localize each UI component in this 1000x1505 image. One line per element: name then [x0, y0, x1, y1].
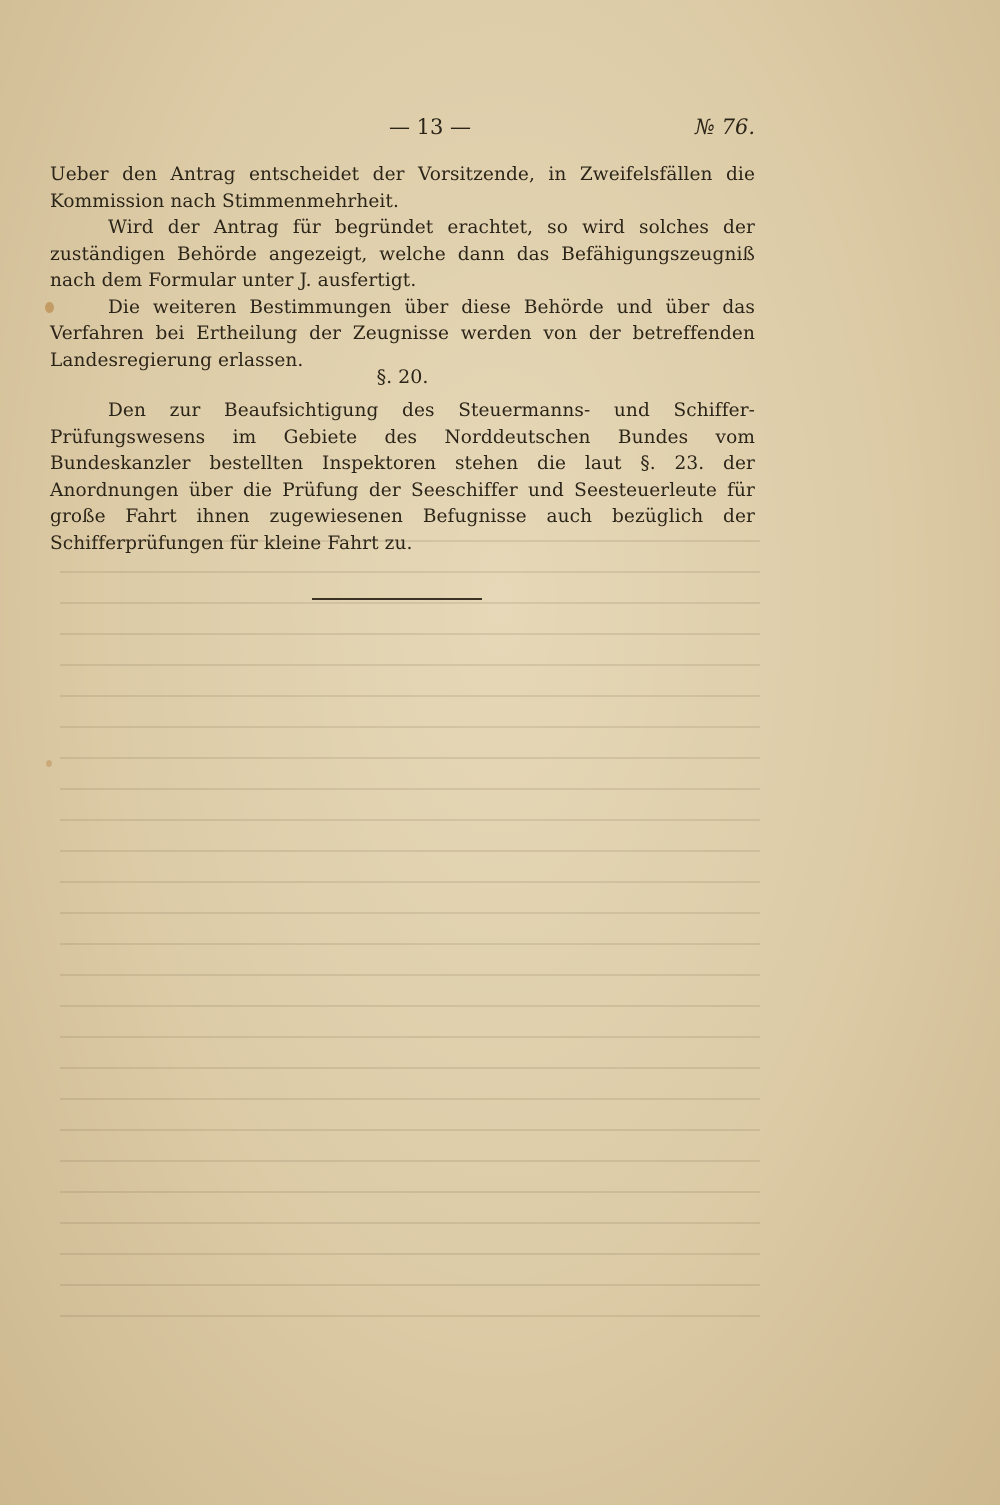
paragraph: Die weiteren Bestimmungen über diese Behörde und über das Verfahren bei Ertheilung der Zeugnisse werden von der betreffenden Landesregierung erlassen. [50, 296, 755, 371]
document-number: № 76. [695, 115, 755, 139]
body-text-top [50, 162, 755, 374]
paragraph: Ueber den Antrag entscheidet der Vorsitzende, in Zweifelsfällen die Kommission nach Stimmenmehrheit. [50, 164, 755, 212]
section-body [50, 398, 755, 557]
paper-stain [46, 760, 52, 767]
bleed-through-texture [60, 540, 760, 1380]
section-heading: §. 20. [376, 366, 429, 388]
page-number: — 13 — [388, 115, 472, 139]
paragraph: Den zur Beaufsichtigung des Steuermanns- und Schiffer-Prüfungswesens im Gebiete des Norddeutschen Bundes vom Bundeskanzler bestellten Inspektoren stehen die laut §. 23. der Anordnungen über die Prüfung der Seeschiffer und Seesteuerleute für große Fahrt ihnen zugewiesenen Befugnisse auch bezüglich der Schifferprüfungen für kleine Fahrt zu. [50, 400, 755, 554]
page-header [50, 115, 755, 145]
paragraph: Wird der Antrag für begründet erachtet, so wird solches der zuständigen Behörde angezeigt, welche dann das Befähigungszeugniß nach dem Formular unter J. ausfertigt. [50, 217, 755, 291]
